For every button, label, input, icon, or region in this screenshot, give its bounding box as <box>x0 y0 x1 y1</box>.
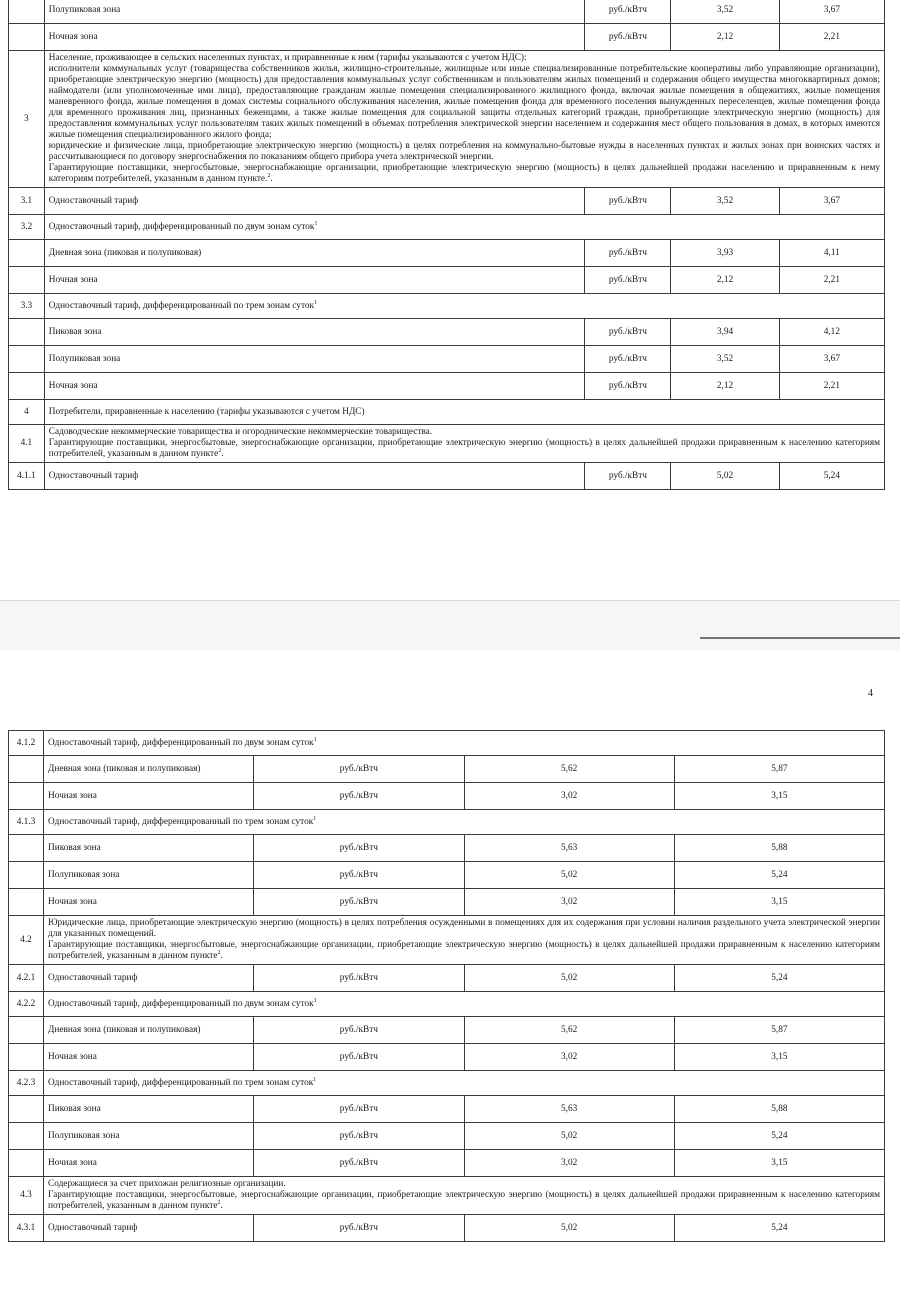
row-value-2: 5,87 <box>674 756 884 783</box>
group-title-text: Одноставочный тариф, дифференцированный по трем зонам суток <box>48 1077 314 1088</box>
row-value-1: 2,12 <box>671 267 779 294</box>
row-unit: руб./кВтч <box>254 1044 464 1071</box>
row-value-2: 5,24 <box>779 463 884 490</box>
row-name: Одноставочный тариф <box>44 965 254 992</box>
end-mark: . <box>270 174 273 184</box>
row-unit: руб./кВтч <box>254 862 464 889</box>
row-name: Пиковая зона <box>44 1096 254 1123</box>
footnote-marker: 1 <box>313 815 317 822</box>
table-row <box>9 188 885 215</box>
row-number <box>9 319 45 346</box>
group-title <box>44 215 884 240</box>
row-unit: руб./кВтч <box>585 240 671 267</box>
row-number: 3.1 <box>9 188 45 215</box>
table-row <box>9 862 885 889</box>
table-row <box>9 319 885 346</box>
row-name: Полупиковая зона <box>44 862 254 889</box>
row-value-1: 5,02 <box>464 862 674 889</box>
row-number <box>9 889 44 916</box>
group-title <box>44 1071 885 1096</box>
row-name: Пиковая зона <box>44 835 254 862</box>
section-description <box>44 916 885 965</box>
row-value-2: 3,67 <box>779 188 884 215</box>
group-title-text: Одноставочный тариф, дифференцированный по двум зонам суток <box>48 221 315 232</box>
row-name: Одноставочный тариф <box>44 188 585 215</box>
table-row <box>9 756 885 783</box>
row-unit: руб./кВтч <box>585 188 671 215</box>
table-row <box>9 1150 885 1177</box>
section-row-4-2 <box>9 916 885 965</box>
page-edge-shadow <box>700 637 900 639</box>
row-value-1: 5,62 <box>464 1017 674 1044</box>
suppliers-line <box>49 438 880 460</box>
section-number: 4.1 <box>9 425 45 463</box>
row-value-1: 3,52 <box>671 0 779 24</box>
row-number: 4.1.1 <box>9 463 45 490</box>
row-value-2: 5,24 <box>674 862 884 889</box>
section-row-4 <box>9 400 885 425</box>
footnote-marker: 1 <box>314 299 318 306</box>
row-value-2: 3,15 <box>674 783 884 810</box>
row-name: Ночная зона <box>44 267 585 294</box>
row-number <box>9 0 45 24</box>
row-value-1: 5,62 <box>464 756 674 783</box>
row-number <box>9 1044 44 1071</box>
row-value-1: 5,02 <box>464 1215 674 1242</box>
row-name: Пиковая зона <box>44 319 585 346</box>
section-number: 4 <box>9 400 45 425</box>
row-value-1: 3,52 <box>671 188 779 215</box>
table-row <box>9 1017 885 1044</box>
row-name: Дневная зона (пиковая и полупиковая) <box>44 1017 254 1044</box>
section-3-line-4-text: Гарантирующие поставщики, энергосбытовые, энергоснабжающие организации, приобретающие электрическую энергию (мощность) в целях дальнейшей продажи населению и приравненным к нему категориям потребителей, указанным в данном пункте <box>48 163 880 184</box>
table-row <box>9 24 885 51</box>
group-title-text: Одноставочный тариф, дифференцированный по двум зонам суток <box>48 998 314 1009</box>
row-number <box>9 1096 44 1123</box>
row-number: 4.1.3 <box>9 810 44 835</box>
section-text: Садоводческие некоммерческие товарищества и огороднические некоммерческие товарищества. <box>48 427 433 437</box>
table-row <box>9 1123 885 1150</box>
section-title: Потребители, приравненные к населению (тарифы указываются с учетом НДС) <box>44 400 884 425</box>
row-number <box>9 783 44 810</box>
row-value-2: 4,12 <box>779 319 884 346</box>
section-3-line-2: исполнители коммунальных услуг (товарищества собственников жилья, жилищно-строительные, жилищные или иные специализированные потребительские кооперативы либо управляющие организации), приобретающие электрическую энергию (мощность) для предоставления коммунальных услуг собственникам и пользователям жилых помещений и содержания общего имущества многоквартирных домов; наймодатели (или уполномоченные ими лица), предоставляющие гражданам жилые помещения специализированного жилищного фонда, включая жилые помещения в общежитиях, жилые помещения маневренного фонда, жилые помещения в домах системы социального обслуживания населения, жилые помещения фонда для временного поселения вынужденных переселенцев, жилые помещения фонда для временного проживания лиц, признанных беженцами, а также жилые помещения для социальной защиты отдельных категорий граждан, приобретающие электрическую энергию (мощность) для предоставления коммунальных услуг пользователям таких жилых помещений в объемах потребления электрической энергии населением и содержания мест общего пользования в домах, в которых имеются жилые помещения специализированного жилого фонда; <box>48 64 880 140</box>
row-value-2: 3,15 <box>674 1150 884 1177</box>
row-number <box>9 835 44 862</box>
group-header-row <box>9 731 885 756</box>
row-value-1: 3,02 <box>464 1044 674 1071</box>
row-name: Полупиковая зона <box>44 1123 254 1150</box>
suppliers-line <box>48 1190 880 1212</box>
section-number: 4.2 <box>9 916 44 965</box>
row-number <box>9 267 45 294</box>
row-name: Ночная зона <box>44 1150 254 1177</box>
section-row-3 <box>9 51 885 188</box>
section-number: 4.3 <box>9 1177 44 1215</box>
row-value-2: 3,67 <box>779 0 884 24</box>
table-row <box>9 835 885 862</box>
table-row <box>9 889 885 916</box>
row-name: Ночная зона <box>44 889 254 916</box>
table-row <box>9 346 885 373</box>
row-value-1: 3,02 <box>464 889 674 916</box>
group-title <box>44 992 885 1017</box>
footnote-marker: 1 <box>313 736 317 743</box>
row-value-2: 3,15 <box>674 889 884 916</box>
row-value-2: 5,24 <box>674 1215 884 1242</box>
row-number <box>9 1123 44 1150</box>
row-number <box>9 756 44 783</box>
row-unit: руб./кВтч <box>254 1215 464 1242</box>
table-row <box>9 267 885 294</box>
end-mark: . <box>265 174 268 184</box>
group-header-row <box>9 992 885 1017</box>
row-value-1: 3,93 <box>671 240 779 267</box>
row-name: Дневная зона (пиковая и полупиковая) <box>44 756 254 783</box>
row-name: Дневная зона (пиковая и полупиковая) <box>44 240 585 267</box>
row-unit: руб./кВтч <box>254 1150 464 1177</box>
row-number: 4.3.1 <box>9 1215 44 1242</box>
row-unit: руб./кВтч <box>585 346 671 373</box>
row-value-2: 5,24 <box>674 1123 884 1150</box>
page-separator <box>0 600 900 652</box>
row-value-1: 5,02 <box>464 965 674 992</box>
row-number <box>9 1150 44 1177</box>
table-row <box>9 965 885 992</box>
row-number <box>9 1017 44 1044</box>
document-page-1 <box>0 0 900 600</box>
row-value-1: 5,02 <box>671 463 779 490</box>
row-unit: руб./кВтч <box>585 0 671 24</box>
row-value-2: 5,88 <box>674 835 884 862</box>
row-number: 4.1.2 <box>9 731 44 756</box>
row-value-2: 2,21 <box>779 24 884 51</box>
section-description <box>44 1177 885 1215</box>
group-header-row <box>9 1071 885 1096</box>
group-title-text: Одноставочный тариф, дифференцированный по трем зонам суток <box>48 816 314 827</box>
row-name: Одноставочный тариф <box>44 463 585 490</box>
row-name: Полупиковая зона <box>44 0 585 24</box>
row-name: Полупиковая зона <box>44 346 585 373</box>
section-number: 3 <box>9 51 45 188</box>
footnote-marker: 2 <box>217 949 221 956</box>
row-value-1: 2,12 <box>671 24 779 51</box>
row-value-1: 5,63 <box>464 835 674 862</box>
row-value-2: 5,24 <box>674 965 884 992</box>
row-value-1: 3,02 <box>464 783 674 810</box>
table-row <box>9 1044 885 1071</box>
row-unit: руб./кВтч <box>585 373 671 400</box>
row-name: Одноставочный тариф <box>44 1215 254 1242</box>
end-mark: . <box>220 1201 223 1211</box>
group-title <box>44 810 885 835</box>
row-unit: руб./кВтч <box>254 835 464 862</box>
row-unit: руб./кВтч <box>254 783 464 810</box>
section-3-line-1: Население, проживающее в сельских населенных пунктах, и приравненные к ним (тарифы указываются с учетом НДС): <box>48 53 527 63</box>
row-number: 3.3 <box>9 294 45 319</box>
table-row <box>9 783 885 810</box>
section-description <box>44 425 884 463</box>
group-header-row <box>9 810 885 835</box>
row-unit: руб./кВтч <box>585 24 671 51</box>
row-unit: руб./кВтч <box>585 319 671 346</box>
row-value-1: 2,12 <box>671 373 779 400</box>
group-header-row <box>9 215 885 240</box>
row-name: Ночная зона <box>44 373 585 400</box>
suppliers-line <box>48 940 880 962</box>
document-page-2 <box>0 650 900 1290</box>
table-row <box>9 1096 885 1123</box>
row-number <box>9 346 45 373</box>
row-unit: руб./кВтч <box>585 463 671 490</box>
table-row <box>9 1215 885 1242</box>
row-unit: руб./кВтч <box>254 756 464 783</box>
row-unit: руб./кВтч <box>254 1017 464 1044</box>
row-number: 3.2 <box>9 215 45 240</box>
group-title <box>44 731 885 756</box>
footnote-marker: 2 <box>218 447 222 454</box>
section-row-4-3 <box>9 1177 885 1215</box>
row-value-2: 4,11 <box>779 240 884 267</box>
row-name: Ночная зона <box>44 783 254 810</box>
row-unit: руб./кВтч <box>254 1096 464 1123</box>
row-unit: руб./кВтч <box>254 889 464 916</box>
row-unit: руб./кВтч <box>254 1123 464 1150</box>
row-number <box>9 373 45 400</box>
footnote-marker: 1 <box>313 997 317 1004</box>
suppliers-text: Гарантирующие поставщики, энергосбытовые, энергоснабжающие организации, приобретающие электрическую энергию (мощность) в целях дальнейшей продажи приравненным к населению категориям потребителей, указанным в данном пункте <box>48 1190 880 1211</box>
row-name: Ночная зона <box>44 24 585 51</box>
section-description <box>44 51 884 188</box>
suppliers-text: Гарантирующие поставщики, энергосбытовые, энергоснабжающие организации, приобретающие электрическую энергию (мощность) в целях дальнейшей продажи приравненным к населению категориям потребителей, указанным в данном пункте <box>48 940 880 961</box>
tariff-table-page-1 <box>8 0 885 490</box>
row-value-2: 2,21 <box>779 267 884 294</box>
table-row <box>9 373 885 400</box>
group-title <box>44 294 884 319</box>
footnote-marker: 1 <box>313 1076 317 1083</box>
page-number: 4 <box>868 688 873 699</box>
section-row-4-1 <box>9 425 885 463</box>
section-3-line-4 <box>49 163 880 185</box>
end-mark: . <box>221 449 224 459</box>
row-value-1: 3,94 <box>671 319 779 346</box>
row-value-1: 5,63 <box>464 1096 674 1123</box>
footnote-marker: 2 <box>267 172 271 179</box>
tariff-table-page-2 <box>8 730 885 1242</box>
row-unit: руб./кВтч <box>254 965 464 992</box>
row-value-2: 2,21 <box>779 373 884 400</box>
table-row <box>9 0 885 24</box>
group-title-text: Одноставочный тариф, дифференцированный по двум зонам суток <box>48 737 314 748</box>
row-number: 4.2.2 <box>9 992 44 1017</box>
row-value-1: 3,52 <box>671 346 779 373</box>
row-number: 4.2.1 <box>9 965 44 992</box>
footnote-marker: 2 <box>217 1199 221 1206</box>
group-header-row <box>9 294 885 319</box>
row-number <box>9 862 44 889</box>
row-number <box>9 240 45 267</box>
section-text: Содержащиеся за счет прихожан религиозные организации. <box>48 1179 286 1189</box>
section-text: Юридические лица, приобретающие электрическую энергию (мощность) в целях потребления осужденными в помещениях для их содержания при условии наличия раздельного учета электрической энергии для указанных помещений. <box>48 918 880 939</box>
table-row <box>9 240 885 267</box>
section-3-line-3: юридические и физические лица, приобретающие электрическую энергию (мощность) в целях потребления на коммунально-бытовые нужды в населенных пунктах и жилых зонах при воинских частях и рассчитывающиеся по договору энергоснабжения по показаниям общего прибора учета электрической энергии. <box>48 141 880 162</box>
row-value-2: 3,15 <box>674 1044 884 1071</box>
row-name: Ночная зона <box>44 1044 254 1071</box>
row-unit: руб./кВтч <box>585 267 671 294</box>
row-value-2: 5,87 <box>674 1017 884 1044</box>
suppliers-text: Гарантирующие поставщики, энергосбытовые, энергоснабжающие организации, приобретающие электрическую энергию (мощность) в целях дальнейшей продажи приравненным к населению категориям потребителей, указанным в данном пункте <box>48 438 880 459</box>
row-number <box>9 24 45 51</box>
group-title-text: Одноставочный тариф, дифференцированный по трем зонам суток <box>48 300 315 311</box>
row-number: 4.2.3 <box>9 1071 44 1096</box>
row-value-2: 5,88 <box>674 1096 884 1123</box>
end-mark: . <box>220 951 223 961</box>
row-value-1: 5,02 <box>464 1123 674 1150</box>
footnote-marker: 1 <box>314 220 318 227</box>
table-row <box>9 463 885 490</box>
row-value-2: 3,67 <box>779 346 884 373</box>
row-value-1: 3,02 <box>464 1150 674 1177</box>
